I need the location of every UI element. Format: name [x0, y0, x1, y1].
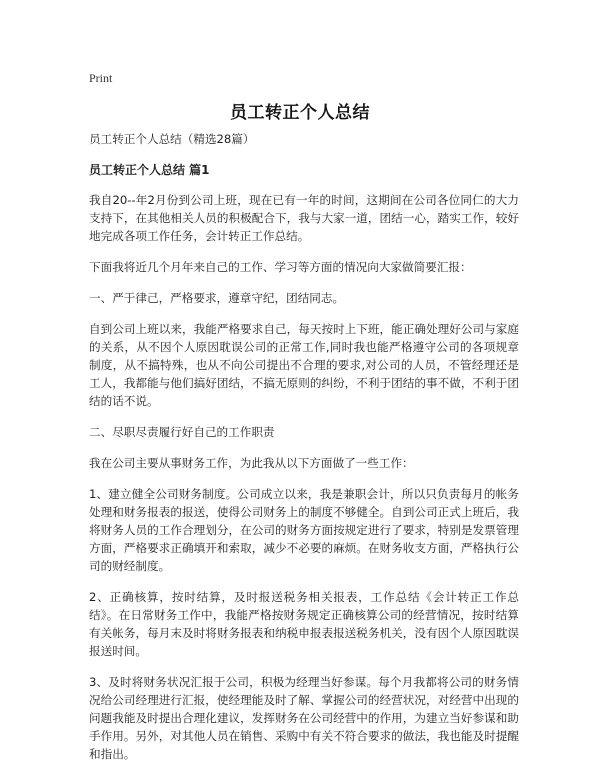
paragraph-point-two-heading: 二、尽职尽责履行好自己的工作职责 — [89, 425, 275, 439]
paragraph-point-two-lead: 我在公司主要从事财务工作，为此我从以下方面做了一些工作： — [89, 456, 414, 470]
page-title: 员工转正个人总结 — [230, 103, 370, 123]
document-subtitle: 员工转正个人总结（精选28篇） — [89, 132, 255, 146]
paragraph-item-3: 3、及时将财务状况汇报于公司，积极为经理当好参谋。每个月我都将公司的财务情况给公司经理进行汇报，使经理能及时了解、掌握公司的经营状况，对经营中出现的问题我能及时提出合理化建议，发挥财务在公司经营中的作用，为建立当好参谋和助手作用。另外，对其他人员在销售、采购中有关不符合要求的做法，我也能及时提醒和指出。 — [89, 675, 519, 761]
paragraph-point-one-heading: 一、严于律己，严格要求，遵章守纪，团结同志。 — [89, 291, 345, 305]
paragraph-intro: 我自20--年2月份到公司上班，现在已有一年的时间，这期间在公司各位同仁的大力支持下，在其他相关人员的积极配合下，我与大家一道，团结一心，踏实工作，较好地完成各项工作任务，会计转正工作总结。 — [89, 193, 519, 243]
paragraph-item-1: 1、建立健全公司财务制度。公司成立以来，我是兼职会计，所以只负责每月的帐务处理和财务报表的报送，使得公司财务上的制度不够健全。自到公司正式上班后，我将财务人员的工作合理划分，在公司的财务方面按规定进行了要求，特别是发票管理方面，严格要求正确填开和索取，减少不必要的麻烦。在财务收支方面，严格执行公司的财经制度。 — [89, 487, 519, 573]
section-heading: 员工转正个人总结 篇1 — [89, 163, 210, 177]
print-label: Print — [89, 71, 113, 85]
paragraph-report-lead: 下面我将近几个月年来自己的工作、学习等方面的情况向大家做简要汇报： — [89, 260, 472, 274]
paragraph-item-2: 2、正确核算，按时结算，及时报送税务相关报表，工作总结《会计转正工作总结》。在日常财务工作中，我能严格按财务规定正确核算公司的经营情况，按时结算有关帐务，每月末及时将财务报表和纳税申报表报送税务机关，没有因个人原因耽误报送时间。 — [89, 590, 519, 658]
paragraph-point-one-body: 自到公司上班以来，我能严格要求自己，每天按时上下班，能正确处理好公司与家庭的关系，从不因个人原因耽误公司的正常工作,同时我也能严格遵守公司的各项规章制度，从不搞特殊，也从不向公司提出不合理的要求,对公司的人员，不管经理还是工人，我都能与他们搞好团结，不搞无原则的纠纷，不利于团结的事不做，不利于团结的话不说。 — [89, 322, 519, 408]
document-body — [89, 130, 519, 776]
